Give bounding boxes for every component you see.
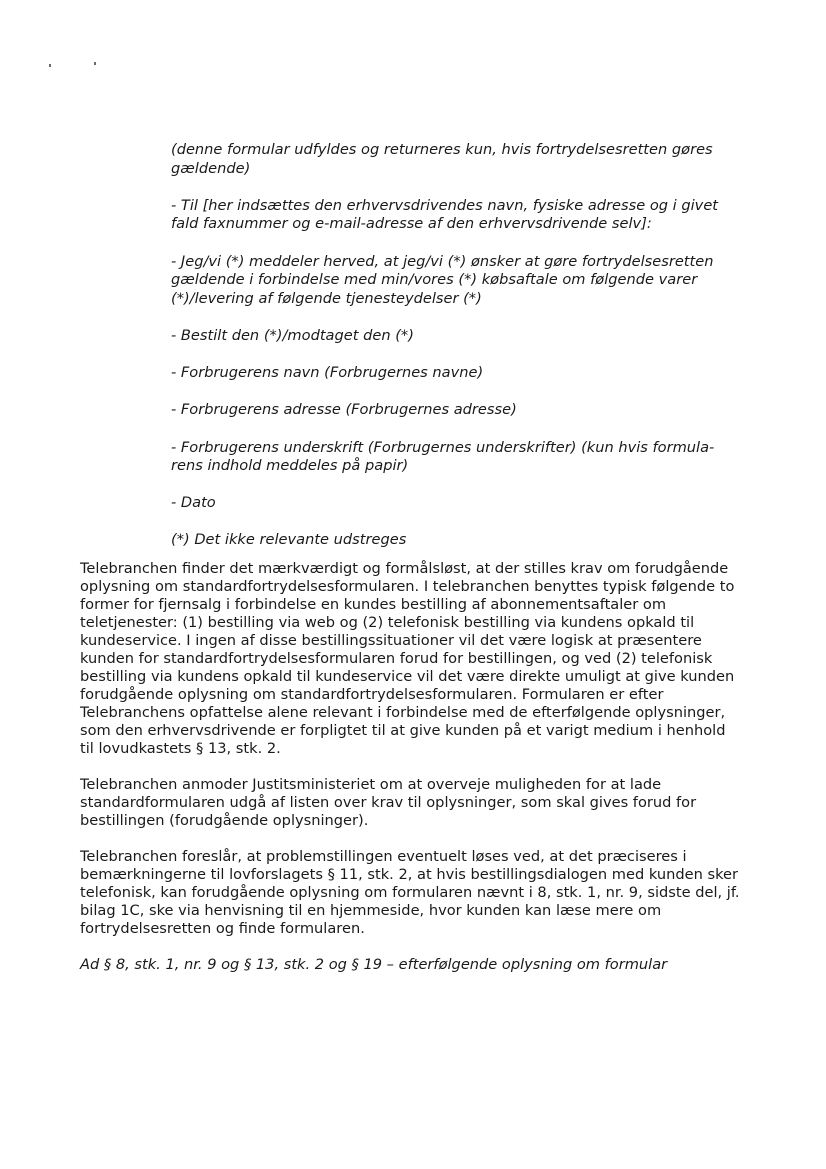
section-heading: Ad § 8, stk. 1, nr. 9 og § 13, stk. 2 og § 19 – efterfølgende oplysning om formular xyxy=(80,956,668,973)
form-address-line: - Forbrugerens adresse (Forbrugernes adresse) xyxy=(171,401,517,419)
form-date-line: - Dato xyxy=(171,494,216,512)
form-name-line: - Forbrugerens navn (Forbrugernes navne) xyxy=(171,364,484,382)
body-paragraph-1: Telebranchen finder det mærkværdigt og formålsløst, at der stilles krav om forudgående oplysning om standardfortrydelsesformularen. I telebranchen benyttes typisk følgende to former for fjernsalg i forbindelse en kundes bestilling af abonnementsaftaler om teletjenester: (1) bestilling via web og (2) telefonisk bestilling via kundens opkald til kundeservice. I ingen af disse bestillingssituationer vil det være logisk at præsentere kunden for standardfortrydelsesformularen forud for bestillingen, og ved (2) telefonisk bestilling via kundens opkald til kundeservice vil det være direkte umuligt at give kunden forudgående oplysning om standardfortrydelsesformularen. Formularen er efter Telebranchens opfattelse alene relevant i forbindelse med de efterfølgende oplysninger, som den erhvervsdrivende er forpligtet til at give kunden på et varigt medium i henhold til lovudkastets § 13, stk. 2. xyxy=(80,560,735,757)
body-paragraph-2: Telebranchen anmoder Justitsministeriet om at overveje muligheden for at lade standardformularen udgå af listen over krav til oplysninger, som skal gives forud for bestillingen (forudgående oplysninger). xyxy=(80,776,697,829)
form-signature-line: - Forbrugerens underskrift (Forbrugernes underskrifter) (kun hvis formula-rens indhold meddeles på papir) xyxy=(171,438,715,475)
document-body xyxy=(80,560,740,992)
form-intro: (denne formular udfyldes og returneres kun, hvis fortrydelsesretten gøres gældende) xyxy=(171,141,713,177)
scan-mark-right xyxy=(94,62,96,65)
form-recipient-line: - Til [her indsættes den erhvervsdrivendes navn, fysiske adresse og i givet fald faxnummer og e-mail-adresse af den erhvervsdrivende selv]: xyxy=(171,196,719,233)
scan-mark-left xyxy=(49,64,51,67)
form-notice-line: - Jeg/vi (*) meddeler herved, at jeg/vi (*) ønsker at gøre fortrydelsesretten gældende i forbindelse med min/vores (*) købsaftale om følgende varer (*)/levering af følgende tjenesteydelser (*) xyxy=(171,252,714,307)
form-ordered-line: - Bestilt den (*)/modtaget den (*) xyxy=(171,326,414,344)
form-footnote: (*) Det ikke relevante udstreges xyxy=(171,531,407,549)
body-paragraph-3: Telebranchen foreslår, at problemstillingen eventuelt løses ved, at det præciseres i bemærkningerne til lovforslagets § 11, stk. 2, at hvis bestillingsdialogen med kunden sker telefonisk, kan forudgående oplysning om formularen nævnt i 8, stk. 1, nr. 9, sidste del, jf. bilag 1C, ske via henvisning til en hjemmeside, hvor kunden kan læse mere om fortrydelsesretten og finde formularen. xyxy=(80,848,740,937)
withdrawal-form-text xyxy=(171,141,737,569)
